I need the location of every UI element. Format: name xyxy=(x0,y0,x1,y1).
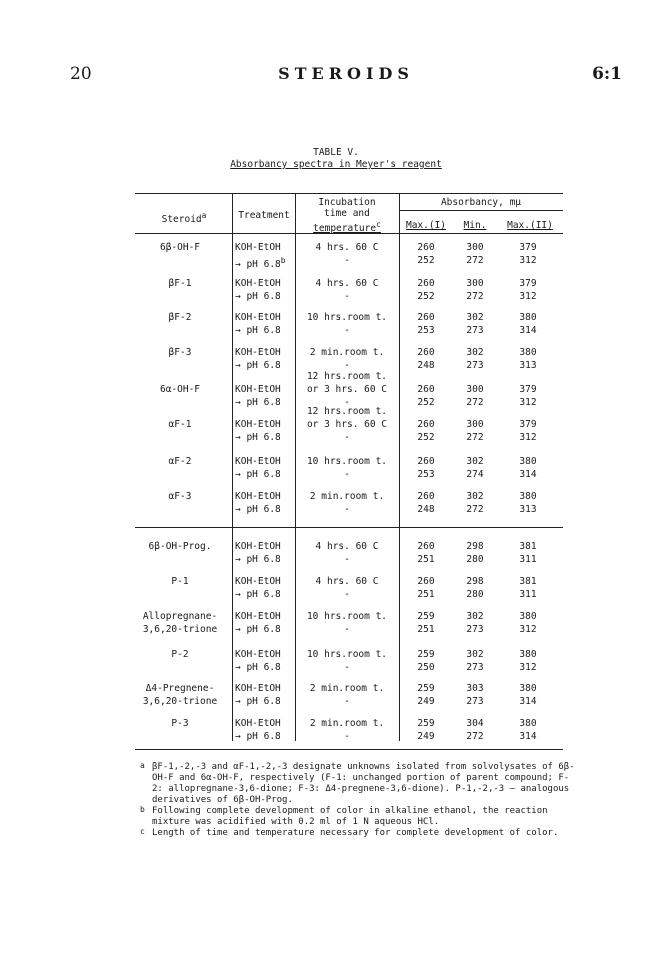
incubation-cell: 2 min.room t. xyxy=(309,683,385,694)
header-steroid-sup: a xyxy=(201,211,207,220)
max2-cell-line2: 312 xyxy=(519,662,537,673)
steroid-cell-line2: 3,6,20-trione xyxy=(142,696,218,707)
min-cell: 303 xyxy=(466,683,484,694)
min-cell-line2: 273 xyxy=(466,696,484,707)
max1-cell-line2: 252 xyxy=(417,291,435,302)
header-incubation-sup: c xyxy=(376,220,381,229)
incubation-cell-line2: - xyxy=(344,325,350,336)
max2-cell-line2: 311 xyxy=(519,554,537,565)
footnote-text: βF-1,-2,-3 and αF-1,-2,-3 designate unknowns isolated from solvolysates of 6β-OH-F and 6α-OH-F, respectively (F-1: unchanged portion of parent compound; F-2: allopregnane-3,6-dione; F-3: Δ4-pregnene-3,6-dione). P-1,-2,-3 — analogous derivatives of 6β-OH-Prog. xyxy=(152,762,575,805)
max2-cell: 380 xyxy=(519,718,537,729)
incubation-cell-line2: - xyxy=(344,469,350,480)
incubation-cell-line2: - xyxy=(344,662,350,673)
min-cell: 302 xyxy=(466,456,484,467)
chapter-number: 6:1 xyxy=(592,64,622,84)
max2-cell: 380 xyxy=(519,312,537,323)
max1-cell: 259 xyxy=(417,683,435,694)
incubation-cell: 2 min.room t. xyxy=(309,347,385,358)
max1-cell-line2: 251 xyxy=(417,624,435,635)
page-number: 20 xyxy=(70,64,92,84)
table-row xyxy=(135,717,563,745)
min-cell-line2: 272 xyxy=(466,397,484,408)
max1-cell-line2: 253 xyxy=(417,469,435,480)
max1-cell: 260 xyxy=(417,576,435,587)
treatment-cell-line2: → pH 6.8 xyxy=(235,696,281,707)
treatment-cell: KOH-EtOH xyxy=(235,541,281,552)
max1-cell-line2: 252 xyxy=(417,397,435,408)
min-cell-line2: 274 xyxy=(466,469,484,480)
header-absorbancy: Absorbancy, mμ xyxy=(440,197,522,208)
min-cell-line2: 272 xyxy=(466,291,484,302)
treatment-cell: KOH-EtOH xyxy=(235,347,281,358)
table-row xyxy=(135,610,563,638)
max1-cell-line2: 252 xyxy=(417,432,435,443)
header-incubation-2: time and xyxy=(324,208,370,219)
footnote-mark: b xyxy=(140,805,145,814)
min-cell-line2: 272 xyxy=(466,255,484,266)
steroid-cell: βF-1 xyxy=(168,278,192,289)
footnote-text: Following complete development of color in alkaline ethanol, the reaction mixture was acidified with 0.2 ml of 1 N aqueous HCl. xyxy=(152,806,548,827)
min-cell: 300 xyxy=(466,278,484,289)
steroid-cell: 6β-OH-F xyxy=(159,242,201,253)
treatment-cell: KOH-EtOH xyxy=(235,611,281,622)
max2-cell: 380 xyxy=(519,347,537,358)
treatment-cell: KOH-EtOH xyxy=(235,576,281,587)
treatment-cell-line2: → pH 6.8 xyxy=(235,731,281,742)
min-cell-line2: 272 xyxy=(466,731,484,742)
max2-cell: 380 xyxy=(519,456,537,467)
max2-cell-line2: 311 xyxy=(519,589,537,600)
min-cell-line2: 280 xyxy=(466,554,484,565)
max2-cell-line2: 314 xyxy=(519,696,537,707)
running-title: STEROIDS xyxy=(278,64,414,83)
incubation-cell: 10 hrs.room t. xyxy=(306,312,388,323)
treatment-cell-line2 xyxy=(235,254,286,271)
min-cell-line2: 273 xyxy=(466,325,484,336)
table-row xyxy=(135,311,563,339)
steroid-cell: βF-3 xyxy=(168,347,192,358)
max2-cell-line2: 312 xyxy=(519,255,537,266)
max2-cell: 381 xyxy=(519,541,537,552)
table-top-rule xyxy=(135,193,563,194)
treatment-cell-line2: → pH 6.8 xyxy=(235,325,281,336)
treatment-cell-line2: → pH 6.8 xyxy=(235,291,281,302)
header-steroid-text: Steroid xyxy=(161,214,202,226)
table-title: TABLE V. xyxy=(313,147,359,158)
footnote-c xyxy=(140,828,580,839)
max2-cell-line2: 314 xyxy=(519,731,537,742)
table-row xyxy=(135,490,563,518)
max1-cell: 259 xyxy=(417,649,435,660)
treatment-cell-line2: → pH 6.8 xyxy=(235,360,281,371)
footnotes xyxy=(140,762,580,839)
steroid-cell: P-1 xyxy=(171,576,189,587)
steroid-cell: Allopregnane- xyxy=(142,611,218,622)
max1-cell-line2: 250 xyxy=(417,662,435,673)
incubation-cell: or 3 hrs. 60 C xyxy=(306,419,388,430)
header-incubation-1: Incubation xyxy=(318,197,376,208)
max2-cell: 380 xyxy=(519,649,537,660)
steroid-cell: βF-2 xyxy=(168,312,192,323)
footnote-mark: a xyxy=(140,761,145,770)
footnote-mark: c xyxy=(140,827,145,836)
table-row xyxy=(135,277,563,305)
incubation-cell-line2: - xyxy=(344,360,350,371)
treatment-cell: KOH-EtOH xyxy=(235,312,281,323)
max2-cell-line2: 312 xyxy=(519,291,537,302)
min-cell: 300 xyxy=(466,242,484,253)
table-row xyxy=(135,540,563,568)
treatment-cell-line2: → pH 6.8 xyxy=(235,504,281,515)
max1-cell: 260 xyxy=(417,278,435,289)
min-cell: 302 xyxy=(466,611,484,622)
incubation-cell-pre: 12 hrs.room t. xyxy=(306,371,388,382)
min-cell-line2: 273 xyxy=(466,624,484,635)
treatment-cell: KOH-EtOH xyxy=(235,419,281,430)
steroid-cell: 6β-OH-Prog. xyxy=(148,541,212,552)
incubation-cell-line2: - xyxy=(344,255,350,266)
max1-cell-line2: 248 xyxy=(417,504,435,515)
max1-cell: 259 xyxy=(417,611,435,622)
incubation-cell-line2: - xyxy=(344,504,350,515)
table-row xyxy=(135,682,563,710)
incubation-cell-line2: - xyxy=(344,397,350,408)
treatment-text: → pH 6.8 xyxy=(235,259,281,271)
incubation-cell-line2: - xyxy=(344,291,350,302)
treatment-cell: KOH-EtOH xyxy=(235,491,281,502)
min-cell: 298 xyxy=(466,576,484,587)
max2-cell: 379 xyxy=(519,242,537,253)
max2-cell: 380 xyxy=(519,683,537,694)
max1-cell-line2: 248 xyxy=(417,360,435,371)
max2-cell-line2: 312 xyxy=(519,432,537,443)
treatment-cell: KOH-EtOH xyxy=(235,384,281,395)
table-row xyxy=(135,575,563,603)
max1-cell: 260 xyxy=(417,347,435,358)
treatment-cell-line2: → pH 6.8 xyxy=(235,397,281,408)
footnote-ref: b xyxy=(280,256,286,265)
treatment-cell-line2: → pH 6.8 xyxy=(235,469,281,480)
treatment-cell-line2: → pH 6.8 xyxy=(235,554,281,565)
max1-cell-line2: 251 xyxy=(417,554,435,565)
incubation-cell: 4 hrs. 60 C xyxy=(315,541,379,552)
incubation-cell-line2: - xyxy=(344,696,350,707)
steroid-cell: αF-2 xyxy=(168,456,192,467)
steroid-cell: αF-3 xyxy=(168,491,192,502)
min-cell-line2: 273 xyxy=(466,360,484,371)
max2-cell-line2: 313 xyxy=(519,360,537,371)
treatment-cell: KOH-EtOH xyxy=(235,242,281,253)
treatment-cell: KOH-EtOH xyxy=(235,718,281,729)
min-cell: 298 xyxy=(466,541,484,552)
header-min: Min. xyxy=(463,220,487,231)
table-row xyxy=(135,406,563,446)
incubation-cell-line2: - xyxy=(344,731,350,742)
max1-cell: 260 xyxy=(417,384,435,395)
min-cell: 304 xyxy=(466,718,484,729)
steroid-cell: P-3 xyxy=(171,718,189,729)
treatment-cell-line2: → pH 6.8 xyxy=(235,432,281,443)
treatment-cell-line2: → pH 6.8 xyxy=(235,662,281,673)
footnote-text: Length of time and temperature necessary for complete development of color. xyxy=(152,828,559,838)
max1-cell: 260 xyxy=(417,456,435,467)
header-max2: Max.(II) xyxy=(507,220,553,231)
incubation-cell: 4 hrs. 60 C xyxy=(315,278,379,289)
table-row xyxy=(135,455,563,483)
treatment-cell: KOH-EtOH xyxy=(235,278,281,289)
incubation-cell-line2: - xyxy=(344,554,350,565)
max2-cell-line2: 312 xyxy=(519,624,537,635)
incubation-cell: 2 min.room t. xyxy=(309,718,385,729)
table-caption-text: Absorbancy spectra in Meyer's reagent xyxy=(230,159,442,170)
max2-cell-line2: 313 xyxy=(519,504,537,515)
incubation-cell: or 3 hrs. 60 C xyxy=(306,384,388,395)
min-cell: 302 xyxy=(466,347,484,358)
max2-cell-line2: 314 xyxy=(519,469,537,480)
table-caption xyxy=(0,159,672,170)
steroid-cell-line2: 3,6,20-trione xyxy=(142,624,218,635)
max1-cell: 260 xyxy=(417,242,435,253)
max1-cell-line2: 253 xyxy=(417,325,435,336)
max2-cell: 380 xyxy=(519,491,537,502)
max1-cell: 259 xyxy=(417,718,435,729)
incubation-cell: 10 hrs.room t. xyxy=(306,456,388,467)
header-max1: Max.(I) xyxy=(405,220,447,231)
max2-cell: 379 xyxy=(519,419,537,430)
treatment-cell: KOH-EtOH xyxy=(235,456,281,467)
min-cell: 302 xyxy=(466,649,484,660)
header-bottom-rule xyxy=(135,233,563,234)
treatment-cell-line2: → pH 6.8 xyxy=(235,624,281,635)
group-divider-rule xyxy=(135,527,563,528)
max1-cell: 260 xyxy=(417,541,435,552)
incubation-cell-line2: - xyxy=(344,589,350,600)
min-cell: 300 xyxy=(466,384,484,395)
footnote-b xyxy=(140,806,580,828)
max1-cell: 260 xyxy=(417,491,435,502)
steroid-cell: 6α-OH-F xyxy=(159,384,201,395)
min-cell: 300 xyxy=(466,419,484,430)
treatment-cell: KOH-EtOH xyxy=(235,683,281,694)
header-treatment: Treatment xyxy=(238,210,290,221)
max2-cell: 381 xyxy=(519,576,537,587)
steroid-cell: Δ4-Pregnene- xyxy=(145,683,215,694)
max2-cell: 379 xyxy=(519,278,537,289)
header-incubation-3-text: temperature xyxy=(313,223,377,235)
absorbancy-subrule xyxy=(399,210,563,211)
header-steroid xyxy=(135,210,233,225)
max1-cell-line2: 252 xyxy=(417,255,435,266)
incubation-cell: 2 min.room t. xyxy=(309,491,385,502)
table-bottom-rule xyxy=(135,749,563,750)
steroid-cell: αF-1 xyxy=(168,419,192,430)
header-incubation-3 xyxy=(295,219,399,234)
incubation-cell: 10 hrs.room t. xyxy=(306,649,388,660)
incubation-cell-pre: 12 hrs.room t. xyxy=(306,406,388,417)
min-cell-line2: 273 xyxy=(466,662,484,673)
treatment-cell: KOH-EtOH xyxy=(235,649,281,660)
incubation-cell: 4 hrs. 60 C xyxy=(315,242,379,253)
incubation-cell: 4 hrs. 60 C xyxy=(315,576,379,587)
min-cell: 302 xyxy=(466,312,484,323)
table-row xyxy=(135,241,563,269)
max2-cell-line2: 312 xyxy=(519,397,537,408)
max1-cell-line2: 249 xyxy=(417,696,435,707)
min-cell: 302 xyxy=(466,491,484,502)
min-cell-line2: 272 xyxy=(466,504,484,515)
max1-cell: 260 xyxy=(417,312,435,323)
footnote-a xyxy=(140,762,580,806)
max1-cell-line2: 251 xyxy=(417,589,435,600)
table-row xyxy=(135,648,563,676)
incubation-cell: 10 hrs.room t. xyxy=(306,611,388,622)
page-header xyxy=(70,64,622,88)
min-cell-line2: 280 xyxy=(466,589,484,600)
treatment-cell-line2: → pH 6.8 xyxy=(235,589,281,600)
steroid-cell: P-2 xyxy=(171,649,189,660)
incubation-cell-line2: - xyxy=(344,624,350,635)
max2-cell: 379 xyxy=(519,384,537,395)
incubation-cell-line2: - xyxy=(344,432,350,443)
min-cell-line2: 272 xyxy=(466,432,484,443)
max1-cell-line2: 249 xyxy=(417,731,435,742)
max2-cell: 380 xyxy=(519,611,537,622)
max2-cell-line2: 314 xyxy=(519,325,537,336)
max1-cell: 260 xyxy=(417,419,435,430)
